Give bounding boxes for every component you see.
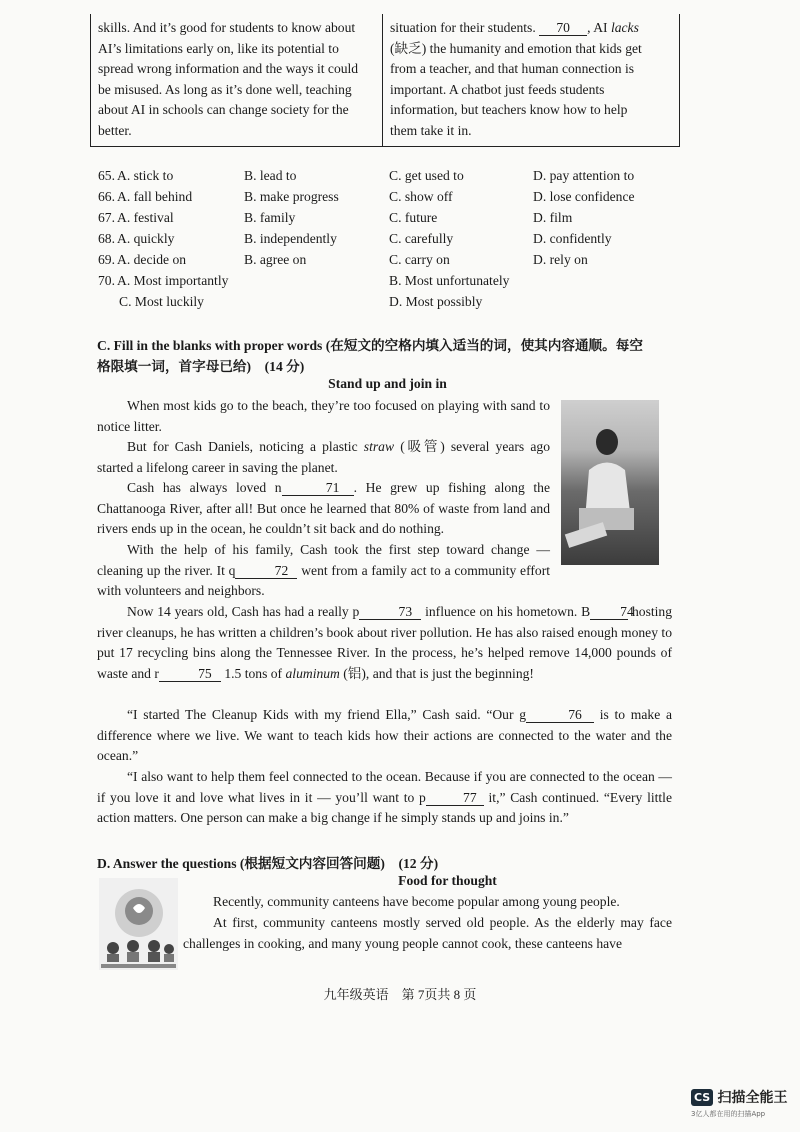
paragraph-3: Cash has always loved n 71 . He grew up fishing along the Chattanooga River, after all! But once he learned that 80% of waste from land and rivers ends up in the ocean, he couldn’t sit back and do nothing. — [97, 480, 550, 537]
option-c[interactable]: C. carry on — [389, 252, 450, 267]
option-d[interactable]: D. rely on — [533, 252, 588, 267]
option-c[interactable]: C. carefully — [389, 231, 454, 246]
table-left-line: spread wrong information and the ways it could — [98, 61, 359, 77]
table-right-line: from a teacher, and that human connection is — [390, 61, 635, 77]
paragraph-6: “I started The Cleanup Kids with my friend Ella,” Cash said. “Our g 76 is to make a difference where we live. We want to teach kids how their actions are connected to the water and the ocean.” — [97, 707, 672, 764]
photo-illustration — [561, 400, 659, 565]
option-d[interactable]: D. pay attention to — [533, 168, 635, 183]
option-b[interactable]: B. family — [244, 210, 296, 225]
table-left-column — [91, 14, 383, 146]
option-b[interactable]: B. agree on — [244, 252, 307, 267]
paragraph-2: But for Cash Daniels, noticing a plastic straw (吸管) several years ago started a lifelong career in saving the planet. — [97, 439, 550, 475]
boy-cleaning-photo — [561, 400, 659, 565]
table-right-column — [383, 14, 679, 146]
option-c[interactable]: C. get used to — [389, 168, 464, 183]
paragraph-d-1: Recently, community canteens have become popular among young people. — [213, 894, 620, 909]
paragraph-1: When most kids go to the beach, they’re too focused on playing with sand to notice litter. — [97, 398, 550, 434]
watermark-name: 扫描全能王 — [717, 1090, 788, 1106]
option-c[interactable]: C. future — [389, 210, 438, 225]
option-b[interactable]: B. make progress — [244, 189, 339, 204]
section-d-title: Food for thought — [398, 873, 497, 888]
option-a[interactable]: A. Most importantly — [117, 273, 229, 288]
blank-73[interactable]: 73 — [359, 604, 421, 620]
section-c-heading: C. Fill in the blanks with proper words (在短文的空格内填入适当的词，使其内容通顺。每空 格限填一词，首字母已给) (14 分) — [97, 338, 643, 374]
blank-71[interactable]: 71 — [282, 480, 354, 496]
table-left-line: about AI in schools can change society for the — [98, 102, 349, 118]
table-right-line: information, but teachers know how to help — [390, 102, 628, 118]
option-a[interactable]: A. decide on — [117, 252, 187, 267]
option-a[interactable]: A. quickly — [117, 231, 175, 246]
option-b[interactable]: B. independently — [244, 231, 337, 246]
table-left-line: AI’s limitations early on, like its potential to — [98, 40, 339, 56]
table-right-line: situation for their students. 70 , AI lacks — [390, 20, 639, 35]
option-b[interactable]: B. lead to — [244, 168, 297, 183]
page-footer: 九年级英语 第 7页共 8 页 — [323, 987, 477, 1002]
paragraph-d-2: At first, community canteens mostly served old people. As the elderly may face challenges in cooking, and many young people cannot cook, these canteens have — [183, 915, 672, 951]
paragraph-5: Now 14 years old, Cash has had a really p 73 influence on his hometown. B 74 hosting river cleanups, he has written a children’s book about river pollution. He has also raised enough money to put 17 recycling bins along the Tennessee River. In the process, he’s helped remove 14,000 pounds of waste and r 75 1.5 tons of aluminum (铝), and that is just the beginning! — [97, 604, 672, 681]
section-d-heading: D. Answer the questions (根据短文内容回答问题) (12 分) — [97, 856, 439, 871]
blank-75[interactable]: 75 — [159, 666, 221, 682]
option-d[interactable]: D. lose confidence — [533, 189, 635, 204]
blank-76[interactable]: 76 — [526, 707, 594, 723]
canteen-illustration-graphic — [99, 878, 178, 970]
table-right-line: (缺乏) the humanity and emotion that kids get — [390, 40, 642, 56]
passage-table — [90, 14, 680, 147]
option-b[interactable]: B. Most unfortunately — [389, 273, 510, 288]
table-right-line: them take it in. — [390, 122, 472, 138]
option-d[interactable]: D. Most possibly — [389, 294, 483, 309]
option-c[interactable]: C. show off — [389, 189, 453, 204]
paragraph-7: “I also want to help them feel connected to the ocean. Because if you are connected to the ocean — if you love it and love what lives in it — you’ll want to p 77 it,” Cash continued. “Every little action matters. One person can make a big change if he simply stands up and joins in.” — [97, 769, 672, 826]
option-d[interactable]: D. film — [533, 210, 573, 225]
table-left-line: be misused. As long as it’s done well, teaching — [98, 81, 352, 97]
table-left-line: skills. And it’s good for students to know about — [98, 20, 356, 35]
paragraph-4: With the help of his family, Cash took the first step toward change — cleaning up the river. It q 72 went from a family act to a community effort with volunteers and neighbors. — [97, 542, 550, 599]
section-c-title: Stand up and join in — [328, 376, 447, 391]
cs-logo-icon: CS — [691, 1089, 713, 1106]
blank-77[interactable]: 77 — [426, 790, 484, 806]
scanner-watermark — [691, 1087, 788, 1119]
option-a[interactable]: A. fall behind — [117, 189, 193, 204]
blank-74[interactable]: 74 — [590, 604, 628, 620]
canteen-illustration — [99, 878, 178, 970]
watermark-sub: 3亿人都在用的扫描App — [691, 1110, 766, 1118]
option-d[interactable]: D. confidently — [533, 231, 612, 246]
option-a[interactable]: A. stick to — [117, 168, 174, 183]
table-right-line: important. A chatbot just feeds students — [390, 81, 605, 97]
blank-70[interactable]: 70 — [539, 20, 587, 36]
table-left-line: better. — [98, 122, 132, 138]
option-c[interactable]: C. Most luckily — [119, 294, 204, 309]
option-a[interactable]: A. festival — [117, 210, 174, 225]
blank-72[interactable]: 72 — [235, 563, 297, 579]
